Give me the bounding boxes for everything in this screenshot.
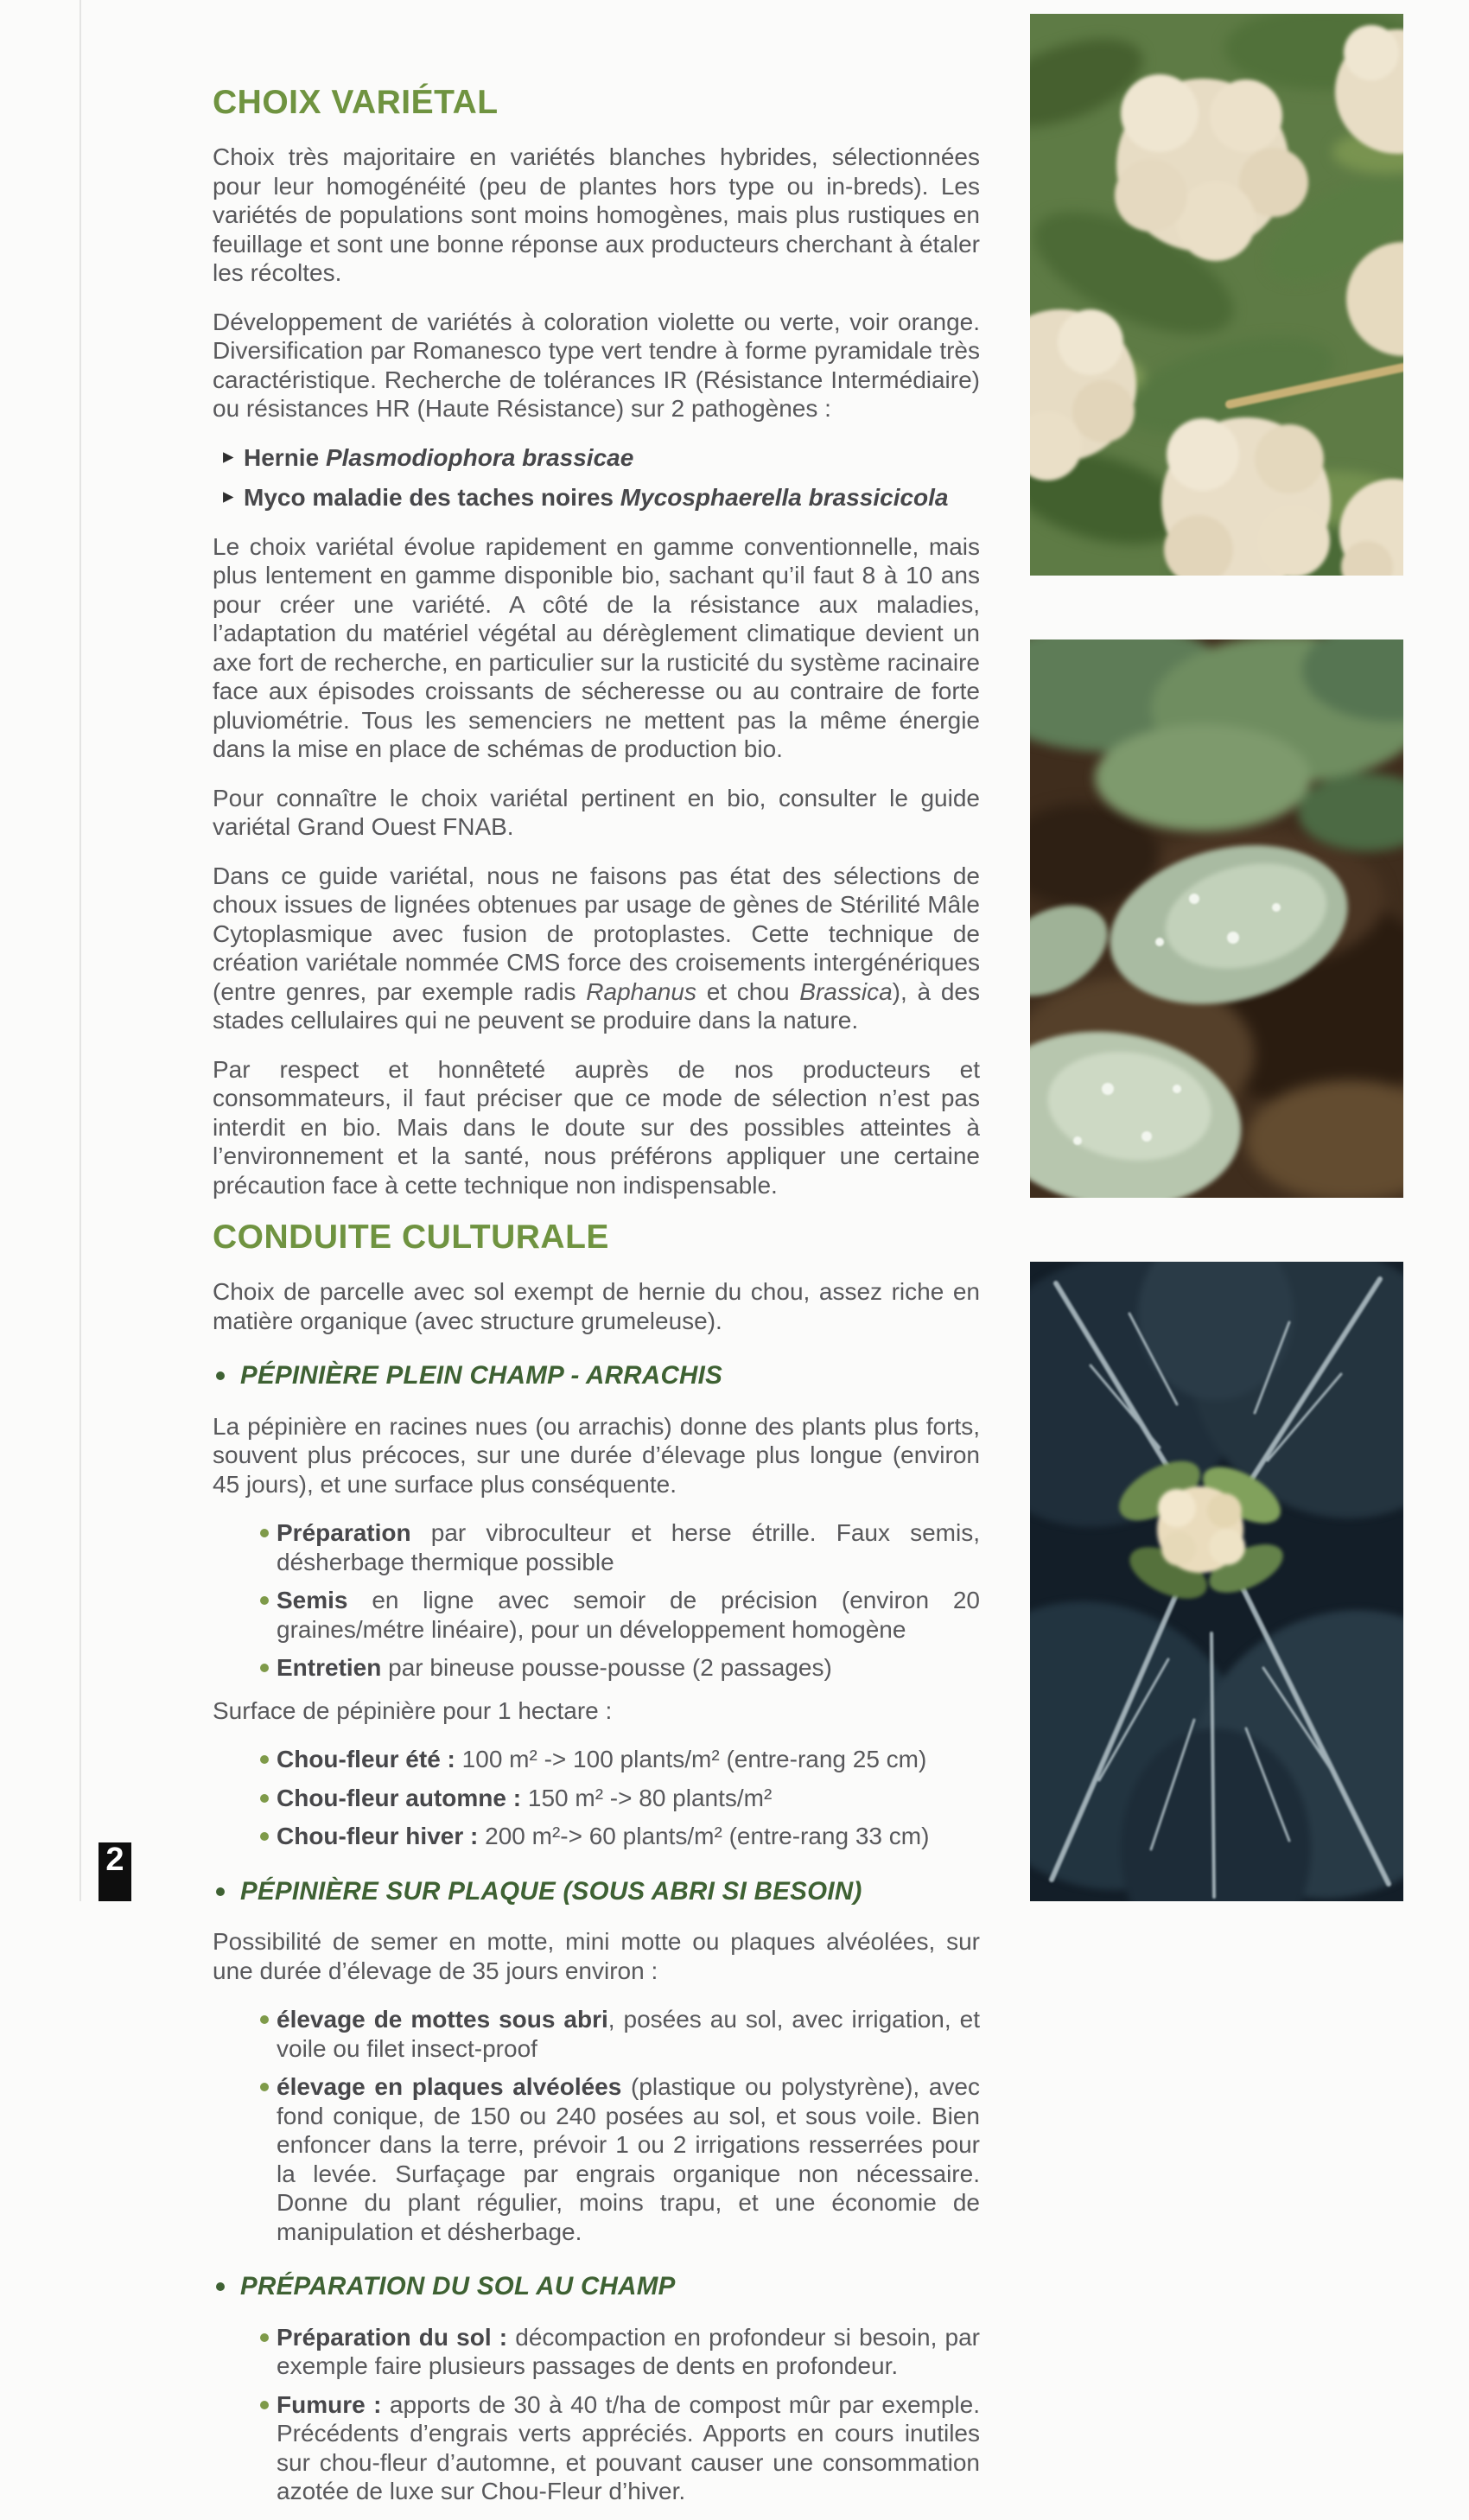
text-run: décompaction en profondeur si besoin, par exemple faire plusieurs passages de dents en profondeur.	[277, 2323, 980, 2379]
bold-run: élevage de mottes sous abri	[277, 2006, 608, 2033]
text-run: Choix très majoritaire en variétés blanches hybrides, sélectionnées pour leur homogénéité (peu de plantes hors type ou in-breds). Les variétés de populations sont moins homogènes, mais plus rustiques en feuillage et sont une bonne réponse aux producteurs cherchant à étaler les récoltes.	[213, 143, 980, 286]
bullet-item	[213, 1518, 980, 1576]
paragraph	[213, 784, 980, 842]
bullet-item	[213, 1745, 980, 1774]
subsection-heading: PÉPINIÈRE SUR PLAQUE (SOUS ABRI SI BESOIN)	[213, 1877, 980, 1906]
text-run: Surface de pépinière pour 1 hectare :	[213, 1696, 613, 1724]
subsection-heading: PÉPINIÈRE PLEIN CHAMP - ARRACHIS	[213, 1361, 980, 1390]
bullet-list	[213, 1745, 980, 1851]
article-column	[213, 85, 980, 2520]
bold-run: Préparation	[277, 1519, 411, 1546]
paragraph	[213, 1927, 980, 1985]
paragraph	[213, 308, 980, 423]
bullet-item	[213, 1822, 980, 1851]
text-run: 200 m²-> 60 plants/m² (entre-rang 33 cm)	[478, 1823, 930, 1849]
bullet-item	[213, 1653, 980, 1683]
paragraph	[213, 862, 980, 1035]
paragraph	[213, 1696, 980, 1726]
text-run: ), à des stades cellulaires qui ne peuvent se produire dans la nature.	[213, 977, 980, 1034]
paragraph	[213, 143, 980, 288]
text-run: apports de 30 à 40 t/ha de compost mûr par exemple. Précédents d’engrais verts appréciés. Apports en cours inutiles sur chou-fleur d’automne, et pouvant causer une consommation azotée de luxe sur Chou-Fleur d’hiver.	[277, 2390, 980, 2504]
bullet-item	[213, 1586, 980, 1644]
paragraph	[213, 1412, 980, 1499]
bold-run: Plasmodiophora brassicae	[325, 443, 634, 471]
text-run: La pépinière en racines nues (ou arrachis) donne des plants plus forts, souvent plus précoces, sur une durée d’élevage plus longue (environ 45 jours), et une surface plus conséquente.	[213, 1412, 980, 1498]
field-cauliflower-top-photo	[1030, 1262, 1403, 1901]
bullet-item	[213, 2005, 980, 2063]
bullet-item	[213, 1784, 980, 1813]
text-run: (plastique ou polystyrène), avec fond conique, de 150 ou 240 posées au sol, et sous voile. Bien enfoncer dans la terre, prévoir 1 ou 2 irrigations resserrées pour la levée. Surfaçage par engrais organique non nécessaire. Donne du plant régulier, moins trapu, et une économie de manipulation et désherbage.	[277, 2073, 980, 2245]
text-run: et chou	[696, 977, 800, 1005]
bold-run: Fumure :	[277, 2390, 382, 2418]
italic-run: Raphanus	[586, 977, 696, 1005]
paragraph	[213, 1055, 980, 1200]
italic-run: Brassica	[799, 977, 893, 1005]
text-run: en ligne avec semoir de précision (environ 20 graines/métre linéaire), pour un développement homogène	[277, 1587, 980, 1643]
text-run: par vibroculteur et herse étrille. Faux semis, désherbage thermique possible	[277, 1519, 980, 1575]
page-number-badge	[99, 1842, 131, 1901]
bold-run: Mycosphaerella brassicicola	[620, 484, 949, 511]
bullet-item	[213, 2390, 980, 2506]
bold-run: Myco maladie des taches noires	[244, 484, 620, 511]
text-run: Choix de parcelle avec sol exempt de hernie du chou, assez riche en matière organique (avec structure grumeleuse).	[213, 1278, 980, 1334]
text-run: 150 m² -> 80 plants/m²	[521, 1784, 773, 1811]
bold-run: Chou-fleur été :	[277, 1746, 455, 1772]
cauliflower-harvest-photo	[1030, 14, 1403, 576]
bold-run: élevage en plaques alvéolées	[277, 2073, 622, 2100]
cauliflower-harvest-illustration	[1030, 14, 1403, 576]
text-run: Dans ce guide variétal, nous ne faisons pas état des sélections de choux issues de lignées obtenues par usage de gènes de Stérilité Mâle Cytoplasmique avec fusion de protoplastes. Cette technique de création variétale nommée CMS force des croisements intergénériques (entre genres, par exemple radis	[213, 862, 980, 1005]
bold-run: Semis	[277, 1587, 348, 1613]
bold-run: Entretien	[277, 1654, 382, 1681]
bold-run: Chou-fleur hiver :	[277, 1823, 479, 1849]
bold-run: Chou-fleur automne :	[277, 1784, 522, 1811]
text-run: par bineuse pousse-pousse (2 passages)	[381, 1654, 832, 1681]
text-run: , posées au sol, avec irrigation, et voile ou filet insect-proof	[277, 2006, 980, 2062]
young-plants-illustration	[1030, 640, 1403, 1198]
arrow-item	[213, 443, 980, 473]
text-run: Le choix variétal évolue rapidement en gamme conventionnelle, mais plus lentement en gamme disponible bio, sachant qu’il faut 8 à 10 ans pour créer une variété. A côté de la résistance aux maladies, l’adaptation du matériel végétal au dérèglement climatique devient un axe fort de recherche, en particulier sur la rusticité du système racinaire face aux épisodes croissants de sécheresse ou au contraire de forte pluviométrie. Tous les semenciers ne mettent pas la même énergie dans la mise en place de schémas de production bio.	[213, 532, 980, 762]
field-cauliflower-illustration	[1030, 1262, 1403, 1901]
page-edge-line	[79, 0, 81, 1901]
text-run: Développement de variétés à coloration violette ou verte, voir orange. Diversification par Romanesco type vert tendre à forme pyramidale très caractéristique. Recherche de tolérances IR (Résistance Intermédiaire) ou résistances HR (Haute Résistance) sur 2 pathogènes :	[213, 308, 980, 422]
bold-run: Préparation du sol :	[277, 2323, 508, 2351]
subsection-heading: PRÉPARATION DU SOL AU CHAMP	[213, 2272, 980, 2301]
bullet-item	[213, 2072, 980, 2246]
arrow-item	[213, 483, 980, 512]
arrow-list	[213, 443, 980, 512]
paragraph	[213, 532, 980, 764]
section-heading: CHOIX VARIÉTAL	[213, 84, 499, 121]
text-run: Pour connaître le choix variétal pertinent en bio, consulter le guide variétal Grand Ouest FNAB.	[213, 784, 980, 840]
section-heading: CONDUITE CULTURALE	[213, 1219, 609, 1256]
page-number: 2	[105, 1842, 124, 1878]
bullet-item	[213, 2323, 980, 2381]
text-run: 100 m² -> 100 plants/m² (entre-rang 25 cm)	[455, 1746, 927, 1772]
bullet-list	[213, 2323, 980, 2506]
bold-run: Hernie	[244, 443, 326, 471]
text-run: Possibilité de semer en motte, mini motte ou plaques alvéolées, sur une durée d’élevage de 35 jours environ :	[213, 1928, 980, 1984]
paragraph	[213, 1277, 980, 1335]
bullet-list	[213, 1518, 980, 1683]
bullet-list	[213, 2005, 980, 2246]
text-run: Par respect et honnêteté auprès de nos producteurs et consommateurs, il faut préciser que ce mode de sélection n’est pas interdit en bio. Mais dans le doute sur des possibles atteintes à l’environnement et la santé, nous préférons appliquer une certaine précaution face à cette technique non indispensable.	[213, 1055, 980, 1199]
young-plants-photo	[1030, 640, 1403, 1198]
